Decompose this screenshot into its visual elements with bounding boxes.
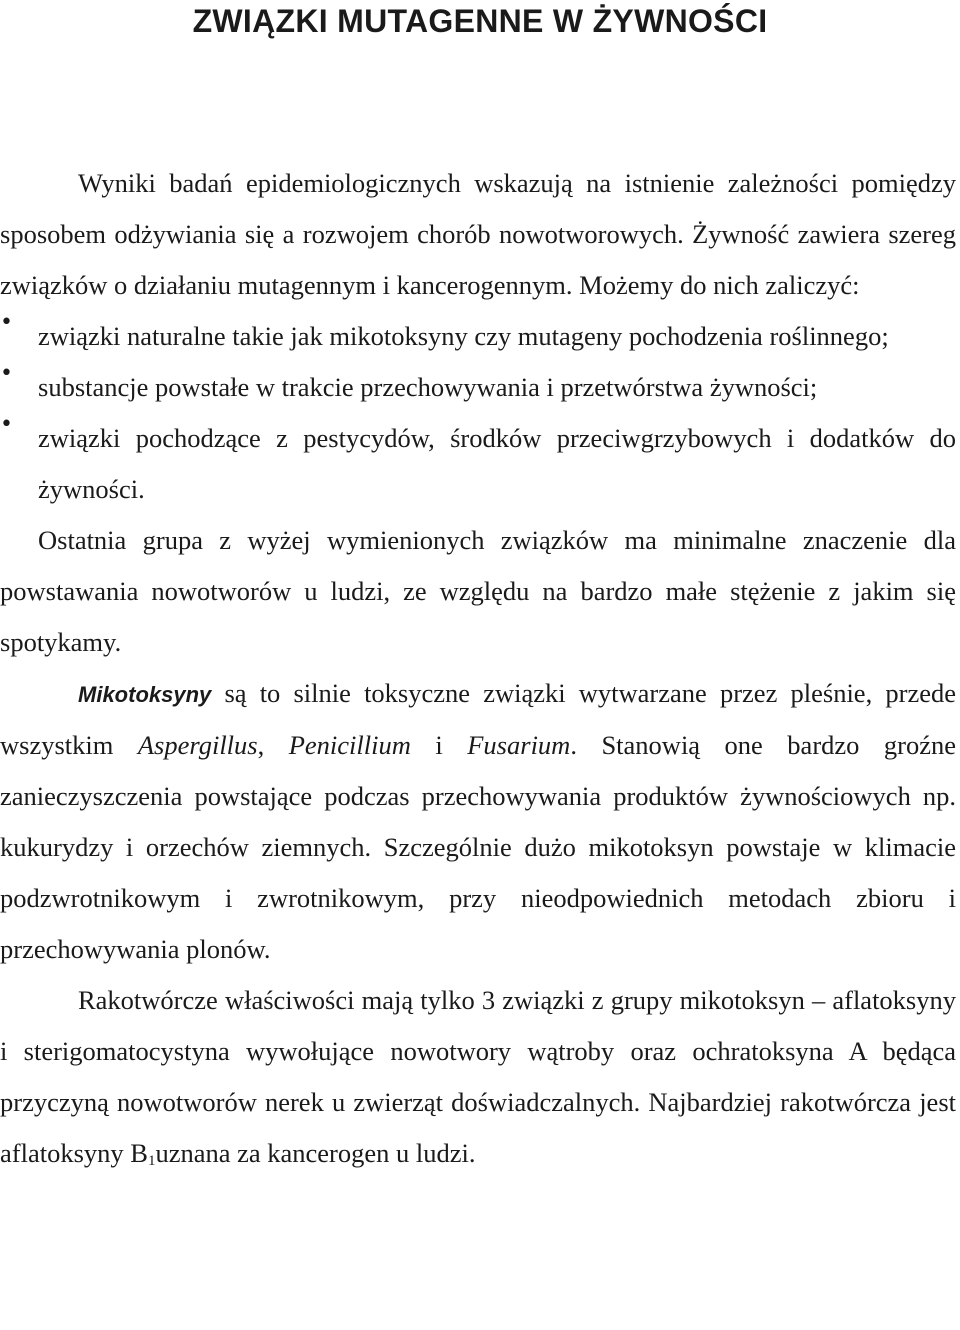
mycotoxins-text-2: . Stanowią one bardzo groźne zanieczyszczenia powstające podczas przechowywania produktów żywnościowych np. kukurydzy i orzechów ziemnych. Szczególnie dużo mikotoksyn powstaje w klimacie podzwrotnikowym i zwrotnikowym, przy nieodpowiednich metodach zbioru i przechowywania plonów. bbox=[0, 730, 956, 964]
carcinogenic-paragraph bbox=[0, 975, 956, 1179]
mycotoxins-term: Mikotoksyny bbox=[78, 682, 212, 707]
mycotoxins-text-1: są to silnie toksyczne związki wytwarzane przez pleśnie, przede wszystkim bbox=[0, 678, 956, 760]
after-list-paragraph: Ostatnia grupa z wyżej wymienionych związków ma minimalne znaczenie dla powstawania nowotworów u ludzi, ze względu na bardzo małe stężenie z jakim się spotykamy. bbox=[0, 525, 956, 657]
bullet-icon: • bbox=[0, 310, 13, 335]
document-body bbox=[0, 158, 956, 1179]
bullet-icon: • bbox=[0, 361, 13, 386]
genus-aspergillus: Aspergillus bbox=[137, 730, 258, 760]
subscript-one: 1 bbox=[147, 1153, 156, 1169]
page-title: ZWIĄZKI MUTAGENNE W ŻYWNOŚCI bbox=[192, 3, 768, 39]
list-item-text: związki pochodzące z pestycydów, środków przeciwgrzybowych i dodatków do żywności. bbox=[38, 423, 956, 504]
mycotoxins-paragraph bbox=[0, 668, 956, 975]
intro-paragraph: Wyniki badań epidemiologicznych wskazują na istnienie zależności pomiędzy sposobem odżywiania się a rozwojem chorób nowotworowych. Żywność zawiera szereg związków o działaniu mutagennym i kancerogennym. Możemy do nich zaliczyć: bbox=[0, 168, 956, 300]
list-item bbox=[0, 362, 956, 413]
carcinogenic-text-1: Rakotwórcze właściwości mają tylko 3 związki z grupy mikotoksyn – aflatoksyny i sterigomatocystyna wywołujące nowotwory wątroby oraz ochratoksyna A będąca przyczyną nowotworów nerek u zwierząt doświadczalnych. Najbardziej rakotwórcza jest aflatoksyny B bbox=[0, 985, 956, 1168]
separator: i bbox=[410, 730, 468, 760]
compounds-list bbox=[0, 311, 956, 515]
genus-fusarium: Fusarium bbox=[467, 730, 571, 760]
genus-penicillium: Penicillium bbox=[288, 730, 411, 760]
bullet-icon: • bbox=[0, 412, 13, 437]
list-item-text: związki naturalne takie jak mikotoksyny czy mutageny pochodzenia roślinnego; bbox=[38, 321, 889, 351]
separator: , bbox=[257, 730, 289, 760]
list-item bbox=[0, 413, 956, 515]
list-item-text: substancje powstałe w trakcie przechowywania i przetwórstwa żywności; bbox=[38, 372, 818, 402]
carcinogenic-text-2: uznana za kancerogen u ludzi. bbox=[155, 1138, 476, 1168]
list-item bbox=[0, 311, 956, 362]
